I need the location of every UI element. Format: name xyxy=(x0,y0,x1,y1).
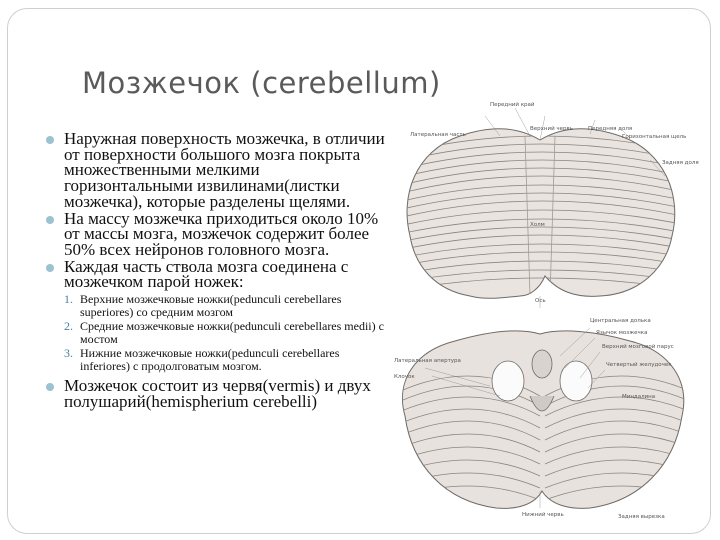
label-lateral-part: Латеральная часть xyxy=(410,132,466,138)
label-central-lobule: Центральная долька xyxy=(590,318,651,324)
sublist-item xyxy=(64,293,389,318)
label-tonsil: Миндалина xyxy=(622,394,656,400)
bullet-list xyxy=(44,131,389,410)
sublist-text: Нижние мозжечковые ножки(pedunculi cerebellares inferiores) с продолговатым мозгом. xyxy=(80,346,340,373)
label-lower-vermis: Нижний червь xyxy=(522,512,564,518)
label-lateral-aperture: Латеральная апертура xyxy=(394,358,461,364)
label-front-edge: Передний край xyxy=(490,102,535,108)
cerebellum-drawing xyxy=(390,96,700,526)
bullet-dot-icon xyxy=(46,136,54,144)
bullet-text: Каждая часть ствола мозга соединена с мозжечком парой ножек: xyxy=(64,256,349,292)
bullet-dot-icon xyxy=(46,383,54,391)
bullet-item xyxy=(44,256,389,292)
label-posterior-lobe: Задняя доля xyxy=(662,160,699,166)
label-fourth-ventricle: Четвертый желудочек xyxy=(606,362,672,368)
sublist-number: 3. xyxy=(64,346,73,361)
sublist-text: Верхние мозжечковые ножки(pedunculi cerebellares superiores) со средним мозгом xyxy=(80,292,342,319)
label-axis: Ось xyxy=(535,298,546,304)
label-superior-velum: Верхний мозговой парус xyxy=(602,344,674,350)
sublist-number: 2. xyxy=(64,319,73,334)
bullet-text: Мозжечок состоит из червя(vermis) и двух полушарий(hemispherium cerebelli) xyxy=(64,376,371,411)
cerebellum-illustration xyxy=(390,96,700,526)
label-flocculus: Клочок xyxy=(394,374,415,380)
label-posterior-notch: Задняя вырезка xyxy=(618,514,665,520)
bullet-item xyxy=(44,208,389,259)
bullet-text: На массу мозжечка приходиться около 10% от массы мозга, мозжечок содержит более 50% всех нейронов головного мозга. xyxy=(64,208,379,259)
label-anterior-lobe: Передняя доля xyxy=(588,126,633,132)
bullet-item xyxy=(44,378,389,409)
label-lingula: Язычок мозжечка xyxy=(596,330,648,336)
bullet-item xyxy=(44,131,389,210)
label-horizontal-fissure: Горизонтальная щель xyxy=(622,134,687,140)
sublist-item xyxy=(64,347,389,372)
numbered-sublist xyxy=(44,293,389,372)
slide-title: Мозжечок (cerebellum) xyxy=(82,66,441,100)
label-hill: Холм xyxy=(530,222,545,228)
sublist-item xyxy=(64,320,389,345)
bullet-text: Наружная поверхность мозжечка, в отличии от поверхности большого мозга покрыта множественными мелкими горизонтальными извилинами(листки мозжечка), которые разделены щелями. xyxy=(64,129,385,211)
bullet-dot-icon xyxy=(46,264,54,272)
bullet-dot-icon xyxy=(46,216,54,224)
label-upper-vermis: Верхний червь xyxy=(530,126,574,132)
sublist-number: 1. xyxy=(64,292,73,307)
sublist-text: Средние мозжечковые ножки(pedunculi cerebellares medii) с мостом xyxy=(80,319,384,346)
